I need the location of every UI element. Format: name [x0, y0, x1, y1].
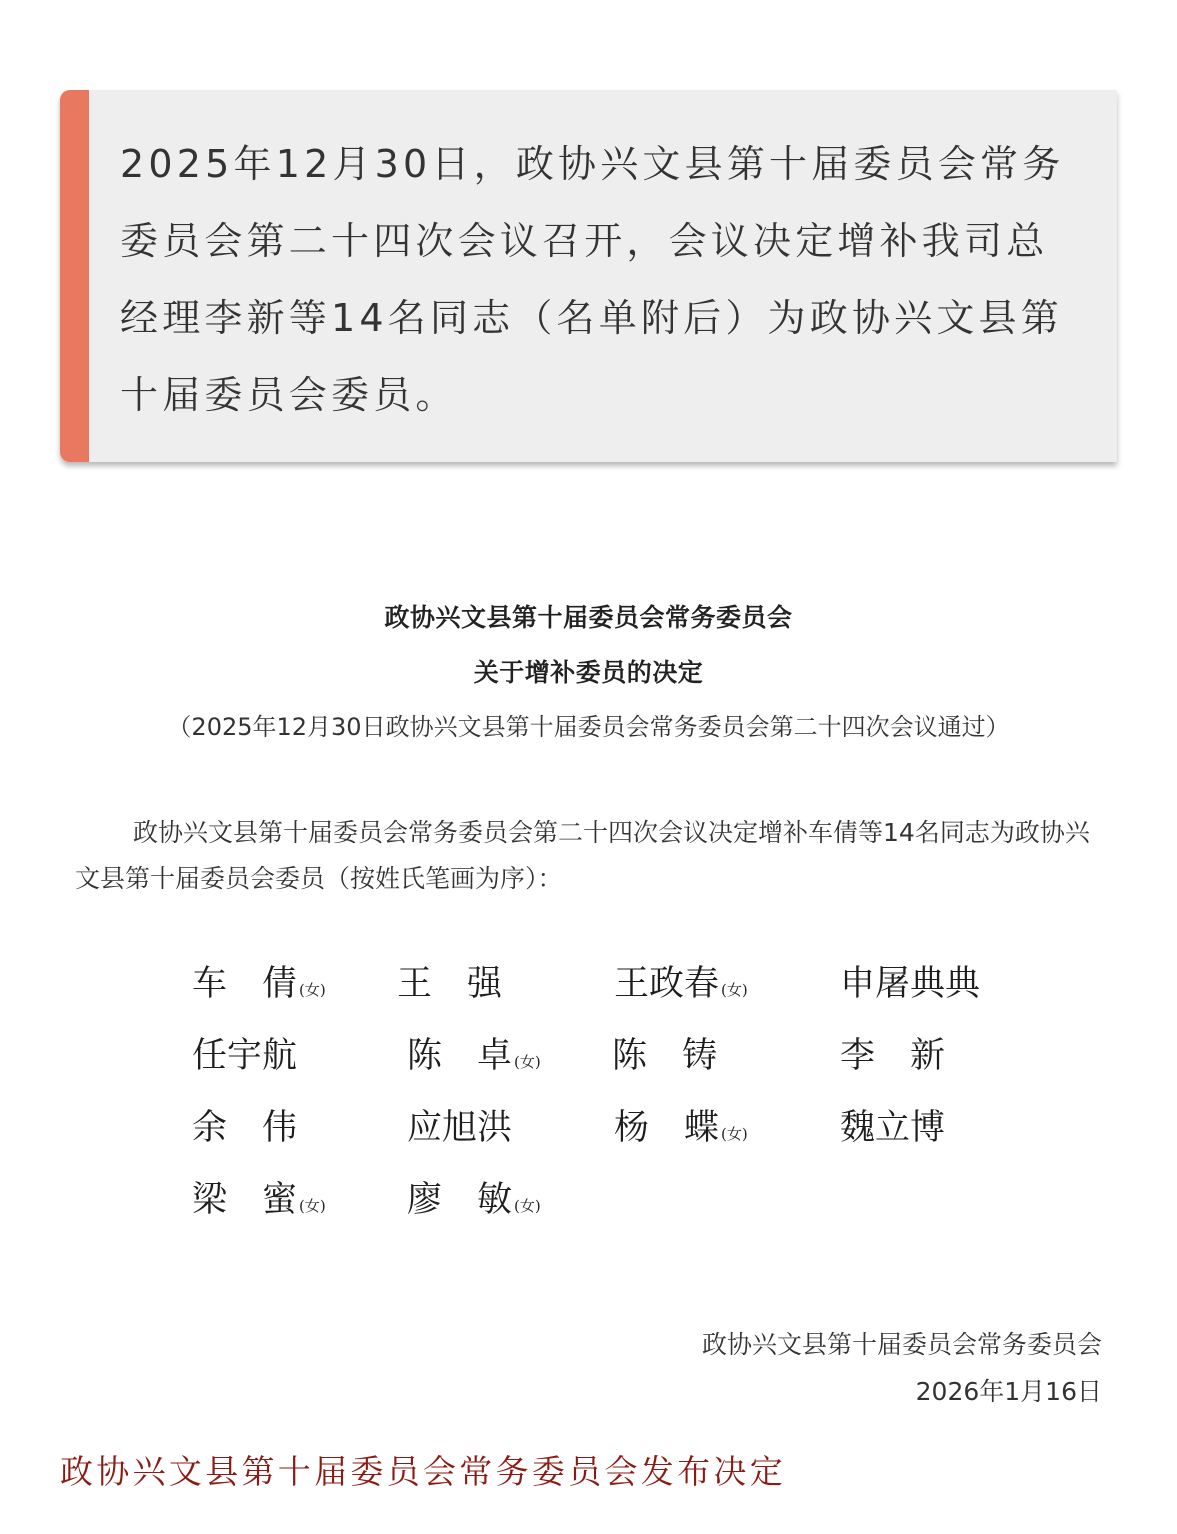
- member-name-text: 任宇航: [192, 1036, 298, 1076]
- quote-accent-bar: [60, 90, 89, 462]
- female-mark: (女): [721, 981, 748, 999]
- female-mark: (女): [514, 1053, 541, 1071]
- intro-text: 2025年12月30日，政协兴文县第十届委员会常务委员会第二十四次会议召开，会议决定增补我司总经理李新等14名同志（名单附后）为政协兴文县第十届委员会委员。: [120, 142, 1065, 417]
- member-name-text: 应旭洪: [407, 1108, 513, 1148]
- member-name: [612, 1030, 717, 1082]
- member-name-text: 王政春: [614, 964, 720, 1004]
- member-name: [614, 1102, 748, 1160]
- female-mark: (女): [299, 1197, 326, 1215]
- document-title-line2: 关于增补委员的决定: [473, 658, 704, 687]
- image-caption: 政协兴文县第十届委员会常务委员会发布决定: [60, 1452, 786, 1491]
- member-name-text: 李 新: [840, 1036, 946, 1076]
- member-name: [192, 1102, 297, 1154]
- member-name: [840, 1102, 945, 1154]
- signature-date: 2026年1月16日: [915, 1377, 1102, 1406]
- member-name: [407, 1030, 541, 1088]
- signature-organization: 政协兴文县第十届委员会常务委员会: [701, 1330, 1102, 1359]
- member-name-text: 申屠典典: [840, 964, 981, 1004]
- member-name-text: 车 倩: [192, 964, 298, 1004]
- member-name: [407, 1174, 541, 1232]
- member-name: [192, 1030, 297, 1082]
- member-name: [614, 958, 748, 1016]
- member-name: [397, 958, 502, 1010]
- member-name-text: 陈 铸: [612, 1036, 718, 1076]
- document-subtitle: （2025年12月30日政协兴文县第十届委员会常务委员会第二十四次会议通过）: [167, 713, 1010, 741]
- document-body: 政协兴文县第十届委员会常务委员会第二十四次会议决定增补车倩等14名同志为政协兴文县第十届委员会委员（按姓氏笔画为序）：: [75, 818, 1090, 893]
- member-name-text: 王 强: [397, 964, 503, 1004]
- member-name: [840, 958, 980, 1010]
- member-name: [407, 1102, 512, 1154]
- female-mark: (女): [514, 1197, 541, 1215]
- member-name-text: 余 伟: [192, 1108, 298, 1148]
- member-name: [840, 1030, 945, 1082]
- member-name-text: 魏立博: [840, 1108, 946, 1148]
- document-title-line1: 政协兴文县第十届委员会常务委员会: [384, 603, 793, 632]
- member-name-text: 梁 蜜: [192, 1180, 298, 1220]
- member-name-text: 陈 卓: [407, 1036, 513, 1076]
- female-mark: (女): [299, 981, 326, 999]
- female-mark: (女): [721, 1125, 748, 1143]
- member-name: [192, 1174, 326, 1232]
- member-name-text: 杨 蝶: [614, 1108, 720, 1148]
- member-name: [192, 958, 326, 1016]
- member-name-text: 廖 敏: [407, 1180, 513, 1220]
